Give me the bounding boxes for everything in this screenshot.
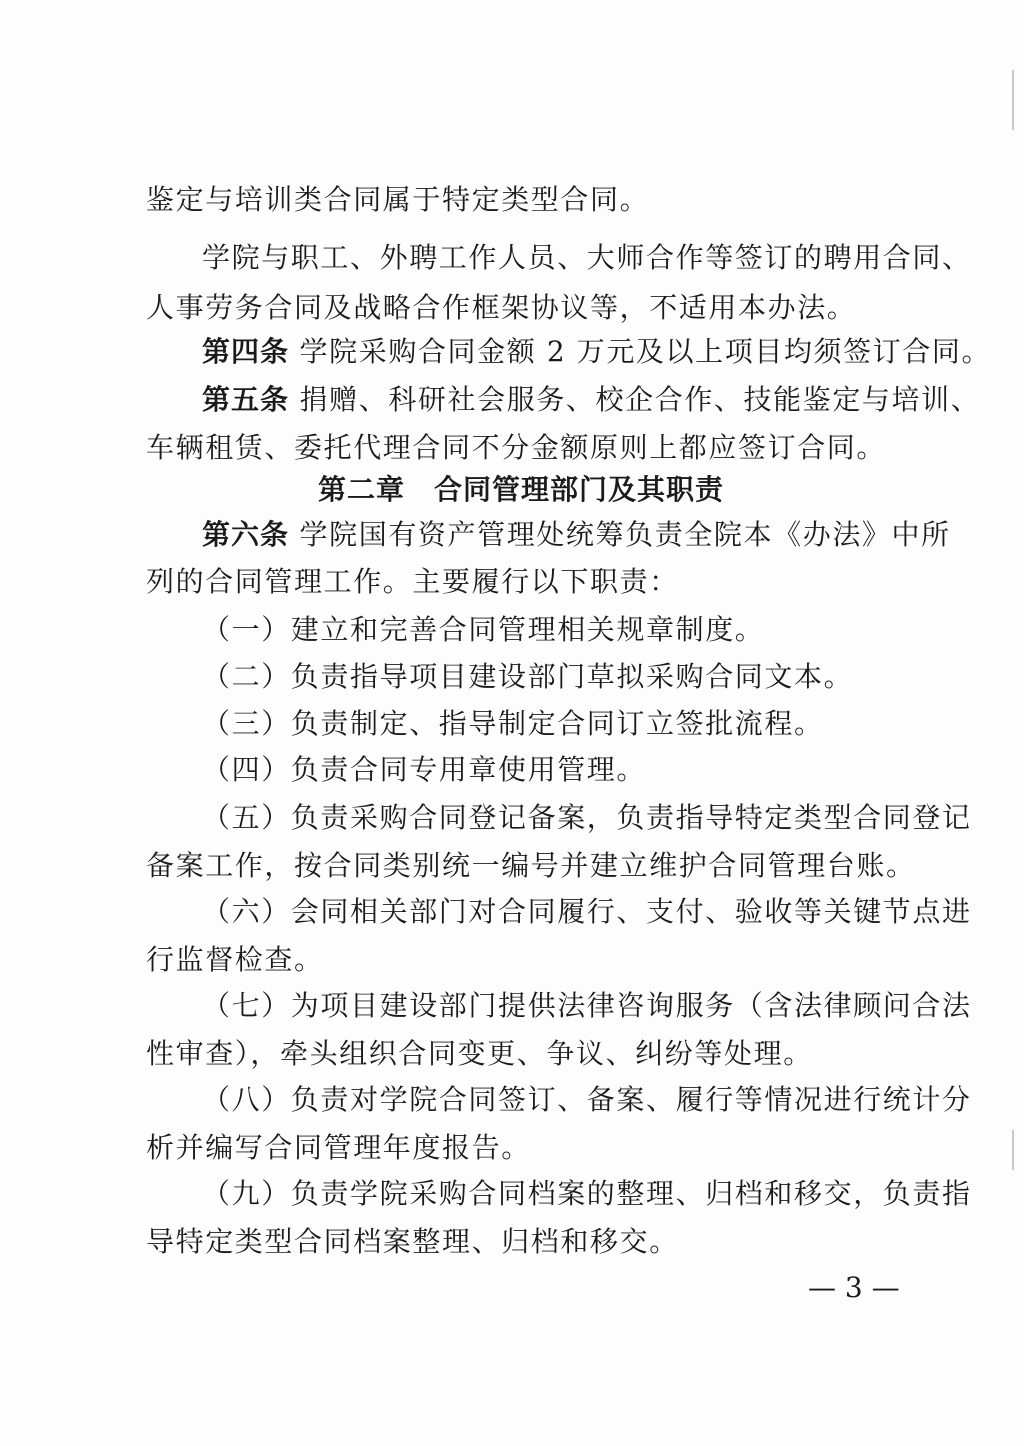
scan-edge-mark-top: [1012, 70, 1014, 130]
duty-item-4: （四）负责合同专用章使用管理。: [202, 753, 647, 786]
page-number: — 3 —: [808, 1271, 900, 1304]
duty-item-5-line-2: 备案工作，按合同类别统一编号并建立维护合同管理台账。: [146, 849, 916, 882]
article-6-text: 学院国有资产管理处统筹负责全院本《办法》中所: [289, 518, 951, 551]
duty-item-6-line-2: 行监督检查。: [146, 943, 324, 976]
article-6-line-2: 列的合同管理工作。主要履行以下职责：: [146, 565, 679, 598]
article-4-text: 学院采购合同金额 2 万元及以上项目均须签订合同。: [289, 335, 992, 368]
article-4-label: 第四条: [202, 335, 290, 368]
article-5-text: 捐赠、科研社会服务、校企合作、技能鉴定与培训、: [289, 383, 981, 416]
chapter-heading: 第二章 合同管理部门及其职责: [317, 473, 724, 506]
duty-item-7: （七）为项目建设部门提供法律咨询服务（含法律顾问合法: [202, 989, 972, 1022]
duty-item-2: （二）负责指导项目建设部门草拟采购合同文本。: [202, 660, 854, 693]
duty-item-7-line-2: 性审查），牵头组织合同变更、争议、纠纷等处理。: [146, 1037, 813, 1070]
paragraph-line-1: 鉴定与培训类合同属于特定类型合同。: [146, 183, 650, 216]
duty-item-6: （六）会同相关部门对合同履行、支付、验收等关键节点进: [202, 895, 972, 928]
article-5-label: 第五条: [202, 383, 290, 416]
duty-item-9-line-2: 导特定类型合同档案整理、归档和移交。: [146, 1225, 679, 1258]
article-5-line: [202, 376, 980, 424]
paragraph-line-3: 人事劳务合同及战略合作框架协议等，不适用本办法。: [146, 291, 857, 324]
duty-item-8: （八）负责对学院合同签订、备案、履行等情况进行统计分: [202, 1083, 972, 1116]
duty-item-1: （一）建立和完善合同管理相关规章制度。: [202, 613, 765, 646]
scan-edge-mark-bottom: [1012, 1130, 1014, 1170]
duty-item-9: （九）负责学院采购合同档案的整理、归档和移交，负责指: [202, 1177, 972, 1210]
article-5-line-2: 车辆租赁、委托代理合同不分金额原则上都应签订合同。: [146, 431, 887, 464]
duty-item-8-line-2: 析并编写合同管理年度报告。: [146, 1131, 531, 1164]
duty-item-5: （五）负责采购合同登记备案，负责指导特定类型合同登记: [202, 801, 972, 834]
article-4-line: [202, 328, 991, 376]
article-6-label: 第六条: [202, 518, 290, 551]
duty-item-3: （三）负责制定、指导制定合同订立签批流程。: [202, 707, 824, 740]
paragraph-line-2: 学院与职工、外聘工作人员、大师合作等签订的聘用合同、: [202, 241, 972, 274]
article-6-line: [202, 511, 951, 559]
